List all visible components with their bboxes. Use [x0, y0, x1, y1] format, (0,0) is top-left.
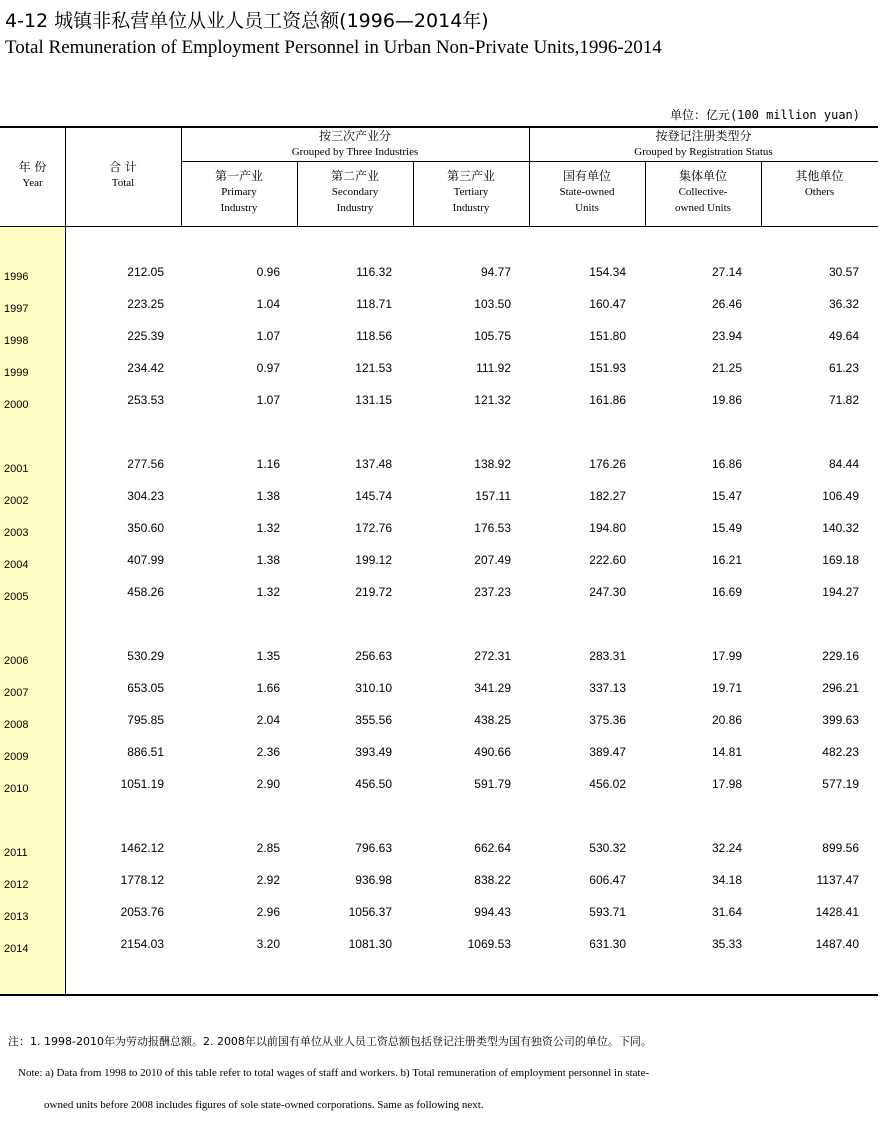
primary-cell: 1.07	[256, 393, 280, 407]
table-row	[0, 841, 878, 861]
others-cell: 49.64	[828, 329, 859, 343]
tertiary-cell: 438.25	[474, 713, 511, 727]
collective-cell: 35.33	[711, 937, 742, 951]
collective-cell: 16.86	[711, 457, 742, 471]
state-owned-cell: 283.31	[589, 649, 626, 663]
state-owned-cell: 606.47	[589, 873, 626, 887]
secondary-cell: 1056.37	[348, 905, 392, 919]
secondary-cell: 355.56	[355, 713, 392, 727]
secondary-cell: 219.72	[355, 585, 392, 599]
table-row	[0, 329, 878, 349]
tertiary-cell: 111.92	[476, 361, 511, 375]
table-row	[0, 681, 878, 701]
table-row	[0, 873, 878, 893]
tertiary-cell: 1069.53	[467, 937, 511, 951]
total-cell: 223.25	[127, 297, 164, 311]
year-cell: 2008	[4, 719, 29, 731]
year-cell: 2003	[4, 527, 29, 539]
year-cell: 2014	[4, 943, 29, 955]
total-cell: 234.42	[127, 361, 164, 375]
table-row	[0, 713, 878, 733]
secondary-cell: 199.12	[355, 553, 392, 567]
secondary-cell: 172.76	[355, 521, 392, 535]
total-cell: 1462.12	[120, 841, 164, 855]
header-secondary: 第二产业 Secondary Industry	[330, 169, 379, 214]
secondary-cell: 456.50	[355, 777, 392, 791]
tertiary-cell: 103.50	[474, 297, 511, 311]
secondary-cell: 121.53	[355, 361, 392, 375]
secondary-cell: 118.71	[356, 297, 392, 311]
state-owned-cell: 176.26	[589, 457, 626, 471]
total-cell: 2154.03	[120, 937, 164, 951]
year-cell: 2004	[4, 559, 29, 571]
primary-cell: 1.04	[256, 297, 280, 311]
collective-cell: 19.86	[711, 393, 742, 407]
primary-cell: 1.32	[256, 585, 280, 599]
others-cell: 577.19	[822, 777, 859, 791]
state-owned-cell: 182.27	[589, 489, 626, 503]
collective-cell: 21.25	[711, 361, 742, 375]
note-chinese: 注：1. 1998-2010年为劳动报酬总额。2. 2008年以前国有单位从业人员工资总额包括登记注册类型为国有独资公司的单位。下同。	[8, 1035, 652, 1048]
year-cell: 1998	[4, 335, 29, 347]
tertiary-cell: 490.66	[474, 745, 511, 759]
others-cell: 1487.40	[815, 937, 859, 951]
tertiary-cell: 662.64	[474, 841, 511, 855]
year-cell: 2006	[4, 655, 29, 667]
tertiary-cell: 94.77	[480, 265, 511, 279]
state-owned-cell: 160.47	[589, 297, 626, 311]
total-cell: 530.29	[127, 649, 164, 663]
year-cell: 2007	[4, 687, 29, 699]
collective-cell: 15.47	[711, 489, 742, 503]
collective-cell: 23.94	[711, 329, 742, 343]
table-row	[0, 777, 878, 797]
tertiary-cell: 207.49	[474, 553, 511, 567]
primary-cell: 2.85	[256, 841, 280, 855]
total-cell: 277.56	[127, 457, 164, 471]
primary-cell: 1.35	[256, 649, 280, 663]
title-chinese: 4-12 城镇非私营单位从业人员工资总额(1996—2014年)	[5, 10, 489, 32]
collective-cell: 31.64	[711, 905, 742, 919]
secondary-cell: 1081.30	[348, 937, 392, 951]
others-cell: 30.57	[828, 265, 859, 279]
header-divider	[181, 161, 878, 162]
total-cell: 2053.76	[120, 905, 164, 919]
primary-cell: 0.96	[256, 265, 280, 279]
primary-cell: 1.66	[256, 681, 280, 695]
tertiary-cell: 121.32	[474, 393, 511, 407]
tertiary-cell: 341.29	[474, 681, 511, 695]
state-owned-cell: 593.71	[589, 905, 626, 919]
header-tertiary: 第三产业 Tertiary Industry	[446, 169, 495, 214]
table-row	[0, 649, 878, 669]
total-cell: 350.60	[127, 521, 164, 535]
data-table	[0, 126, 878, 996]
others-cell: 399.63	[822, 713, 859, 727]
primary-cell: 1.16	[256, 457, 280, 471]
header-total: 合 计 Total	[109, 160, 137, 189]
total-cell: 886.51	[127, 745, 164, 759]
header-group-registration: 按登记注册类型分 Grouped by Registration Status	[634, 129, 773, 158]
table-row	[0, 489, 878, 509]
year-cell: 2005	[4, 591, 29, 603]
total-cell: 304.23	[127, 489, 164, 503]
header-collective: 集体单位 Collective- owned Units	[675, 169, 731, 214]
year-cell: 2010	[4, 783, 29, 795]
collective-cell: 26.46	[711, 297, 742, 311]
table-row	[0, 265, 878, 285]
table-row	[0, 553, 878, 573]
others-cell: 1428.41	[815, 905, 859, 919]
state-owned-cell: 530.32	[589, 841, 626, 855]
header-primary: 第一产业 Primary Industry	[214, 169, 263, 214]
others-cell: 899.56	[822, 841, 859, 855]
secondary-cell: 310.10	[355, 681, 392, 695]
title-english: Total Remuneration of Employment Personnel in Urban Non-Private Units,1996-2014	[5, 37, 662, 58]
others-cell: 71.82	[828, 393, 859, 407]
year-cell: 2000	[4, 399, 29, 411]
state-owned-cell: 631.30	[589, 937, 626, 951]
collective-cell: 15.49	[711, 521, 742, 535]
state-owned-cell: 151.93	[589, 361, 626, 375]
collective-cell: 20.86	[711, 713, 742, 727]
state-owned-cell: 154.34	[589, 265, 626, 279]
table-row	[0, 585, 878, 605]
tertiary-cell: 838.22	[474, 873, 511, 887]
year-cell: 2001	[4, 463, 29, 475]
state-owned-cell: 161.86	[589, 393, 626, 407]
table-header	[0, 126, 878, 227]
tertiary-cell: 994.43	[474, 905, 511, 919]
primary-cell: 2.96	[256, 905, 280, 919]
collective-cell: 34.18	[711, 873, 742, 887]
year-cell: 2009	[4, 751, 29, 763]
others-cell: 1137.47	[816, 873, 859, 887]
state-owned-cell: 151.80	[589, 329, 626, 343]
total-cell: 225.39	[127, 329, 164, 343]
primary-cell: 2.90	[256, 777, 280, 791]
others-cell: 194.27	[822, 585, 859, 599]
state-owned-cell: 337.13	[589, 681, 626, 695]
primary-cell: 1.32	[256, 521, 280, 535]
secondary-cell: 936.98	[355, 873, 392, 887]
tertiary-cell: 176.53	[474, 521, 511, 535]
year-cell: 1997	[4, 303, 29, 315]
secondary-cell: 145.74	[355, 489, 392, 503]
state-owned-cell: 456.02	[589, 777, 626, 791]
others-cell: 84.44	[828, 457, 859, 471]
tertiary-cell: 138.92	[474, 457, 511, 471]
collective-cell: 16.21	[711, 553, 742, 567]
collective-cell: 32.24	[711, 841, 742, 855]
others-cell: 482.23	[822, 745, 859, 759]
total-cell: 407.99	[127, 553, 164, 567]
tertiary-cell: 157.11	[475, 489, 511, 503]
table-row	[0, 937, 878, 957]
primary-cell: 2.36	[256, 745, 280, 759]
others-cell: 140.32	[822, 521, 859, 535]
secondary-cell: 256.63	[355, 649, 392, 663]
secondary-cell: 118.56	[356, 329, 392, 343]
collective-cell: 19.71	[711, 681, 742, 695]
secondary-cell: 131.15	[355, 393, 392, 407]
primary-cell: 2.04	[256, 713, 280, 727]
primary-cell: 0.97	[256, 361, 280, 375]
year-cell: 2012	[4, 879, 29, 891]
total-cell: 1051.19	[120, 777, 164, 791]
year-cell: 2011	[4, 847, 28, 859]
secondary-cell: 796.63	[355, 841, 392, 855]
collective-cell: 27.14	[711, 265, 742, 279]
secondary-cell: 137.48	[355, 457, 392, 471]
table-row	[0, 457, 878, 477]
table-row	[0, 393, 878, 413]
total-cell: 212.05	[127, 265, 164, 279]
total-cell: 1778.12	[120, 873, 164, 887]
others-cell: 36.32	[828, 297, 859, 311]
others-cell: 61.23	[828, 361, 859, 375]
state-owned-cell: 194.80	[589, 521, 626, 535]
unit-label: 单位：亿元(100 million yuan)	[669, 108, 860, 122]
tertiary-cell: 237.23	[474, 585, 511, 599]
note-english-line1: Note: a) Data from 1998 to 2010 of this table refer to total wages of staff and workers. b) Total remuneration of employment personnel in state-	[18, 1067, 650, 1079]
total-cell: 458.26	[127, 585, 164, 599]
total-cell: 653.05	[127, 681, 164, 695]
state-owned-cell: 389.47	[589, 745, 626, 759]
collective-cell: 17.98	[711, 777, 742, 791]
primary-cell: 3.20	[256, 937, 280, 951]
year-cell: 1999	[4, 367, 29, 379]
header-others: 其他单位 Others	[795, 169, 844, 198]
secondary-cell: 116.32	[356, 265, 392, 279]
header-year: 年 份 Year	[18, 160, 47, 189]
collective-cell: 16.69	[711, 585, 742, 599]
primary-cell: 1.38	[256, 489, 280, 503]
primary-cell: 2.92	[256, 873, 280, 887]
table-row	[0, 521, 878, 541]
total-cell: 795.85	[127, 713, 164, 727]
tertiary-cell: 591.79	[474, 777, 511, 791]
note-english-line2: owned units before 2008 includes figures of sole state-owned corporations. Same as following next.	[44, 1099, 484, 1111]
header-group-industries: 按三次产业分 Grouped by Three Industries	[291, 129, 419, 158]
table-body	[0, 227, 878, 996]
year-cell: 2002	[4, 495, 29, 507]
primary-cell: 1.38	[256, 553, 280, 567]
others-cell: 229.16	[822, 649, 859, 663]
table-row	[0, 297, 878, 317]
state-owned-cell: 375.36	[589, 713, 626, 727]
year-cell: 2013	[4, 911, 29, 923]
header-state-owned: 国有单位 State-owned Units	[559, 169, 615, 214]
collective-cell: 17.99	[711, 649, 742, 663]
tertiary-cell: 272.31	[474, 649, 511, 663]
total-cell: 253.53	[127, 393, 164, 407]
table-row	[0, 361, 878, 381]
year-cell: 1996	[4, 271, 29, 283]
collective-cell: 14.81	[711, 745, 742, 759]
table-row	[0, 745, 878, 765]
state-owned-cell: 222.60	[589, 553, 626, 567]
state-owned-cell: 247.30	[589, 585, 626, 599]
others-cell: 296.21	[822, 681, 859, 695]
table-row	[0, 905, 878, 925]
others-cell: 169.18	[822, 553, 859, 567]
secondary-cell: 393.49	[355, 745, 392, 759]
primary-cell: 1.07	[256, 329, 280, 343]
tertiary-cell: 105.75	[474, 329, 511, 343]
others-cell: 106.49	[822, 489, 859, 503]
